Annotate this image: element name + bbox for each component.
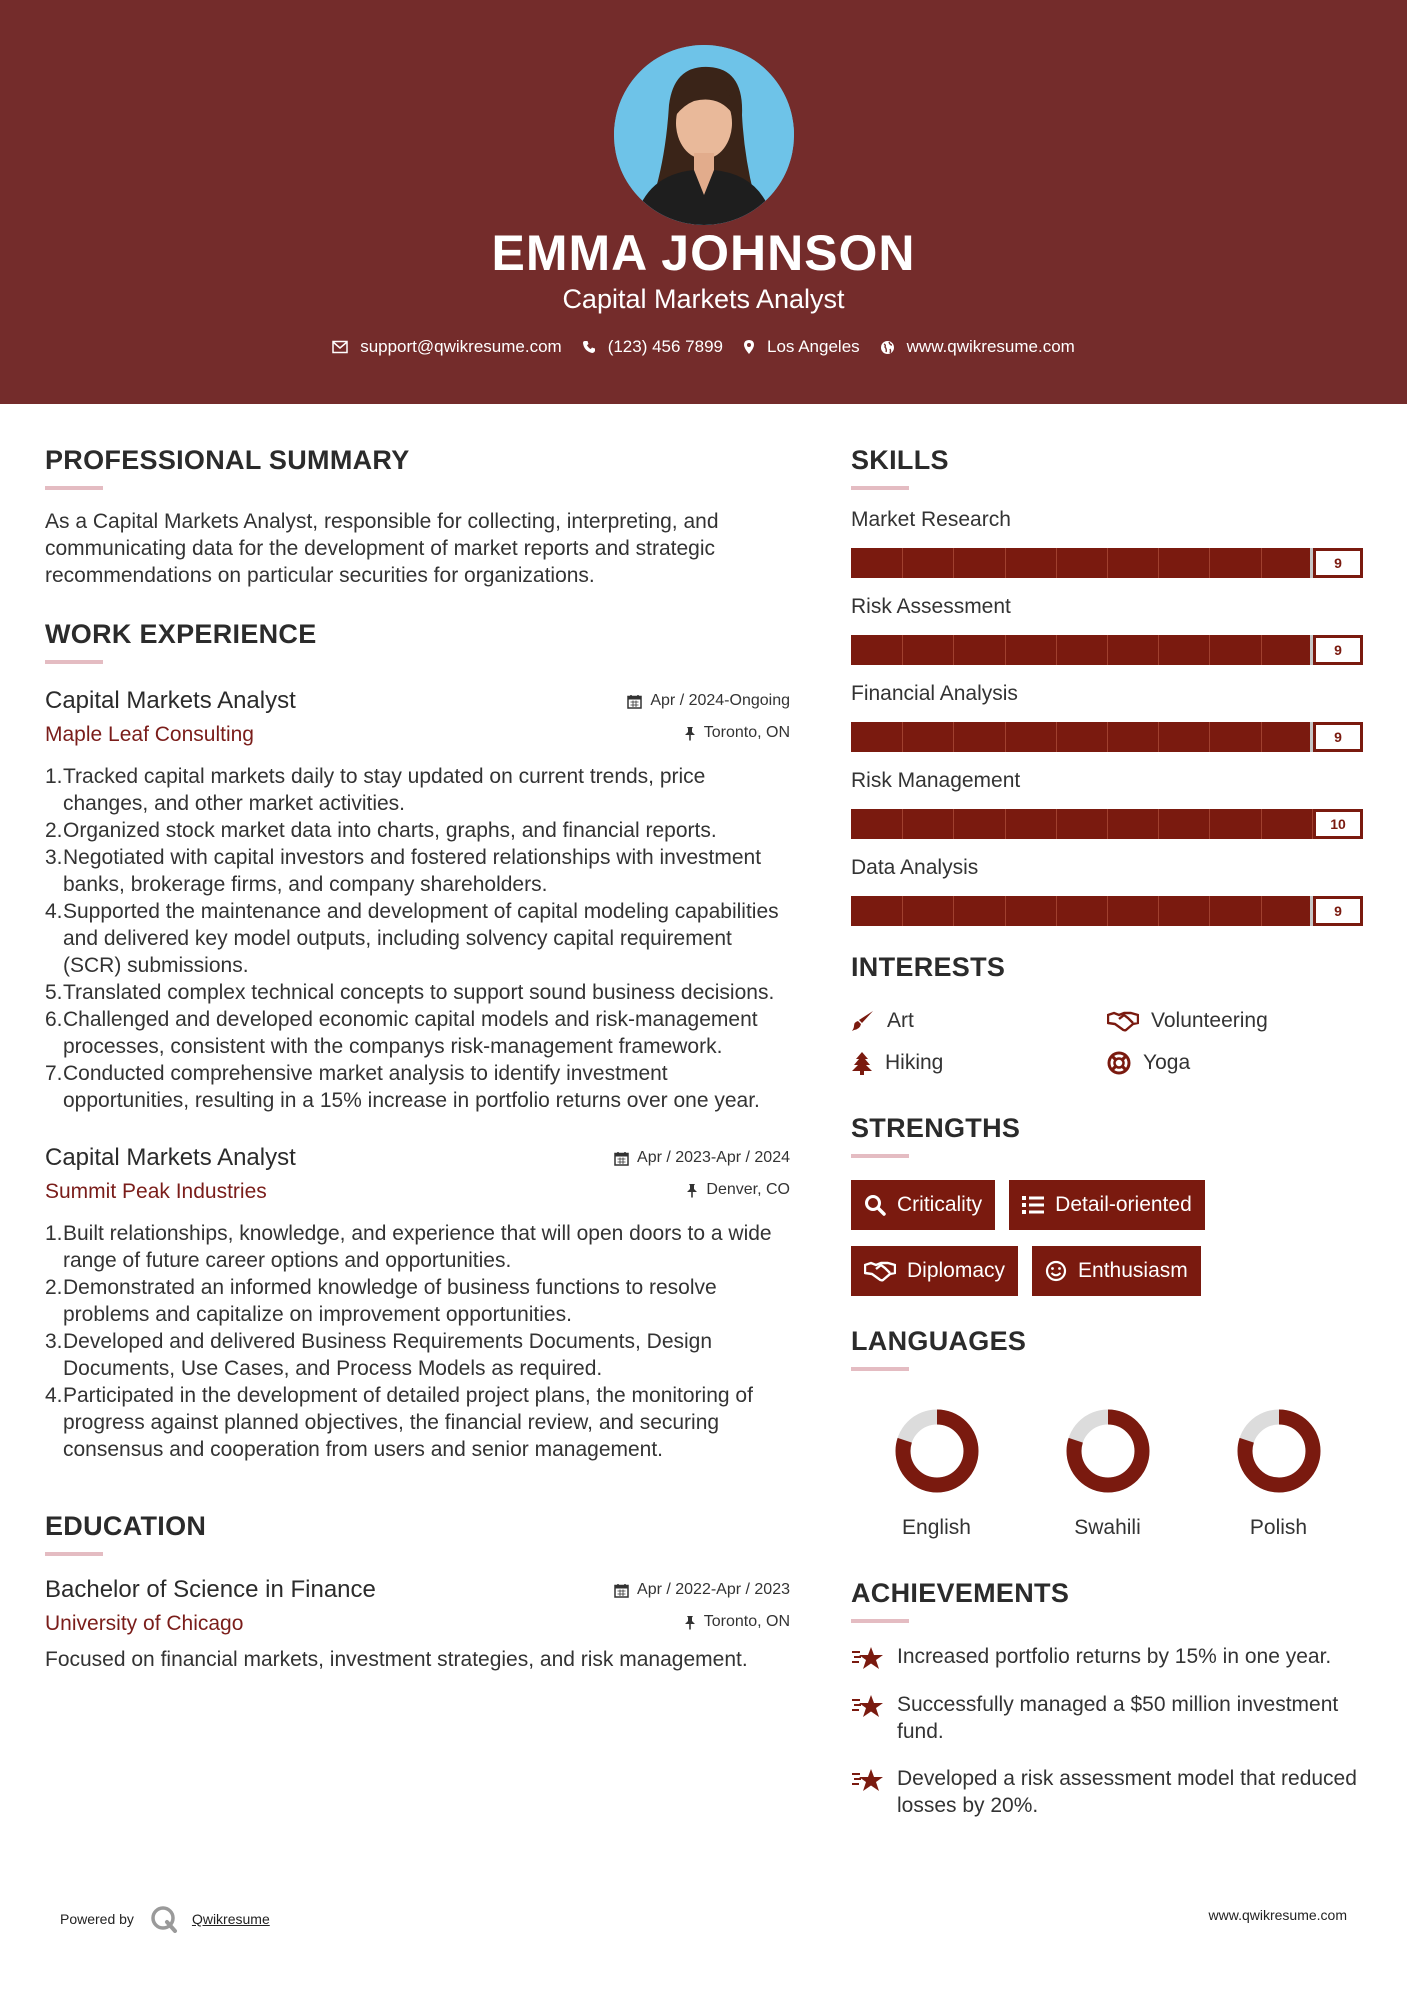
interest-item — [1107, 1051, 1363, 1075]
job-header — [45, 1144, 790, 1208]
skill-bar-divider — [1158, 635, 1159, 665]
skills-list — [851, 508, 1366, 926]
achievement-text: Successfully managed a $50 million investment fund. — [897, 1693, 1339, 1743]
interest-item — [851, 1051, 1107, 1075]
skill-bar-divider — [1158, 896, 1159, 926]
skill-bar-divider — [1261, 635, 1262, 665]
interest-item — [1107, 1009, 1363, 1033]
education-date-text: Apr / 2022-Apr / 2023 — [637, 1581, 790, 1598]
skill-name: Risk Assessment — [851, 595, 1011, 618]
powered-by — [60, 1905, 270, 1933]
website-text: www.qwikresume.com — [906, 337, 1075, 356]
map-pin-icon — [743, 339, 755, 355]
skill-score: 9 — [1313, 722, 1363, 752]
skill-bar-divider — [1107, 548, 1108, 578]
list-item: 4. Supported the maintenance and development of capital modeling capabilities and delivered key model outputs, including solvency capital requirement (SCR) submissions. — [45, 900, 779, 977]
list-item: 2. Organized stock market data into charts, graphs, and financial reports. — [45, 819, 717, 842]
section-underline — [851, 1367, 909, 1371]
experience-section — [45, 619, 790, 1463]
skill-bar-divider — [1005, 635, 1006, 665]
skill-bar-divider — [1005, 722, 1006, 752]
page-footer — [0, 1895, 1407, 1935]
language-list — [851, 1407, 1366, 1540]
calendar-icon — [614, 1151, 629, 1166]
list-item: 1. Tracked capital markets daily to stay updated on current trends, price changes, and other market activities. — [45, 765, 706, 815]
skill-bar-divider — [902, 722, 903, 752]
lifebuoy-icon — [1107, 1051, 1131, 1075]
pushpin-icon — [684, 1615, 696, 1630]
strength-chips — [851, 1180, 1366, 1312]
profile-photo — [614, 45, 794, 225]
job-entry — [45, 687, 790, 1114]
achievement-text: Increased portfolio returns by 15% in one year. — [897, 1645, 1332, 1668]
job-header — [45, 687, 790, 751]
section-underline — [45, 1552, 103, 1556]
languages-section — [851, 1326, 1366, 1540]
skills-section — [851, 445, 1366, 926]
section-underline — [851, 1619, 909, 1623]
skill-bar-fill — [851, 896, 1310, 926]
achievement-item — [851, 1765, 1366, 1819]
section-underline — [45, 486, 103, 490]
skill-bar-divider — [1056, 896, 1057, 926]
skill-bar-divider — [1005, 896, 1006, 926]
paintbrush-icon — [851, 1010, 875, 1032]
language-item — [1022, 1407, 1193, 1540]
qwikresume-logo-icon — [150, 1905, 178, 1933]
skill-bar-divider — [1209, 548, 1210, 578]
phone-text: (123) 456 7899 — [607, 337, 724, 356]
interest-label: Yoga — [1143, 1051, 1191, 1074]
education-section — [45, 1511, 790, 1673]
email-text: support@qwikresume.com — [360, 337, 562, 356]
education-title: EDUCATION — [45, 1511, 207, 1541]
strength-chip — [1032, 1246, 1201, 1296]
job-date — [614, 1149, 790, 1167]
calendar-icon — [614, 1583, 629, 1598]
strength-label: Enthusiasm — [1078, 1259, 1188, 1282]
summary-title: PROFESSIONAL SUMMARY — [45, 445, 410, 475]
strength-label: Diplomacy — [907, 1259, 1006, 1282]
language-donut — [1235, 1407, 1323, 1495]
handshake-icon — [864, 1260, 896, 1282]
skill-bar-divider — [953, 722, 954, 752]
skill-name: Market Research — [851, 508, 1011, 531]
experience-title: WORK EXPERIENCE — [45, 619, 317, 649]
skill-bar-divider — [902, 809, 903, 839]
job-title: Capital Markets Analyst — [45, 1144, 296, 1171]
skill-bar-fill — [851, 722, 1310, 752]
interests-grid — [851, 1009, 1366, 1075]
star-icon — [851, 1645, 885, 1671]
strength-chip — [851, 1180, 995, 1230]
skill-bar-divider — [953, 809, 954, 839]
qwikresume-link[interactable]: Qwikresume — [191, 1911, 270, 1927]
skill-bar-divider — [1056, 548, 1057, 578]
pushpin-icon — [684, 726, 696, 741]
calendar-icon — [627, 694, 642, 709]
language-item — [851, 1407, 1022, 1540]
tree-icon — [851, 1051, 873, 1075]
skill-bar-divider — [1261, 896, 1262, 926]
education-header — [45, 1576, 790, 1640]
education-location-text: Toronto, ON — [703, 1613, 790, 1630]
list-item: 1. Built relationships, knowledge, and experience that will open doors to a wide range of future career options and opportunities. — [45, 1222, 772, 1272]
skill-item — [851, 682, 1366, 752]
language-label: Polish — [1249, 1516, 1308, 1539]
right-column — [851, 445, 1366, 1819]
education-date — [614, 1581, 790, 1599]
achievement-item — [851, 1643, 1366, 1671]
job-company: Summit Peak Industries — [45, 1180, 267, 1203]
skill-bar-divider — [1005, 548, 1006, 578]
interest-item — [851, 1009, 1107, 1033]
skill-bar-divider — [1209, 722, 1210, 752]
location-text: Los Angeles — [767, 337, 860, 356]
interests-section — [851, 952, 1366, 1075]
skill-bar-divider — [1261, 548, 1262, 578]
skill-bar-divider — [953, 896, 954, 926]
person-photo-icon — [614, 45, 794, 225]
summary-text: As a Capital Markets Analyst, responsible for collecting, interpreting, and communicating data for the development of market reports and strategic recommendations on particular securities for organizations. — [45, 510, 719, 587]
skill-bar-divider — [1107, 635, 1108, 665]
interest-label: Hiking — [885, 1051, 944, 1074]
strength-chip — [851, 1246, 1018, 1296]
job-location — [684, 724, 790, 742]
skill-score: 9 — [1313, 896, 1363, 926]
skill-bar — [851, 809, 1363, 839]
job-bullets — [45, 1220, 790, 1463]
strength-label: Detail-oriented — [1055, 1193, 1192, 1216]
achievement-text: Developed a risk assessment model that reduced losses by 20%. — [897, 1767, 1357, 1817]
smile-icon — [1045, 1260, 1067, 1282]
candidate-role: Capital Markets Analyst — [562, 284, 845, 314]
skill-bar-divider — [953, 635, 954, 665]
skill-bar-divider — [1209, 896, 1210, 926]
skill-bar-divider — [1056, 809, 1057, 839]
skill-bar-divider — [1209, 809, 1210, 839]
skill-bar-divider — [902, 896, 903, 926]
list-icon — [1022, 1195, 1044, 1215]
list-item: 3. Negotiated with capital investors and fostered relationships with investment banks, brokerage firms, and company shareholders. — [45, 846, 762, 896]
skill-bar-divider — [1107, 809, 1108, 839]
candidate-name: EMMA JOHNSON — [491, 225, 916, 281]
contact-email[interactable] — [332, 337, 562, 357]
contact-website[interactable] — [880, 337, 1075, 357]
job-entry — [45, 1144, 790, 1463]
list-item: 3. Developed and delivered Business Requirements Documents, Design Documents, Use Cases, and Process Models as required. — [45, 1330, 713, 1380]
skill-name: Risk Management — [851, 769, 1021, 792]
skill-score: 9 — [1313, 635, 1363, 665]
skill-item — [851, 595, 1366, 665]
skill-bar-divider — [902, 635, 903, 665]
globe-icon — [880, 340, 895, 355]
strengths-section — [851, 1113, 1366, 1312]
skill-bar-divider — [1158, 722, 1159, 752]
skill-bar — [851, 896, 1363, 926]
skill-bar-divider — [1056, 635, 1057, 665]
phone-icon — [582, 340, 596, 354]
job-title: Capital Markets Analyst — [45, 687, 296, 714]
list-item: 6. Challenged and developed economic capital models and risk-management processes, consistent with the companys risk-management framework. — [45, 1008, 758, 1058]
skill-bar-fill — [851, 548, 1310, 578]
achievement-item — [851, 1691, 1366, 1745]
skill-bar-fill — [851, 635, 1310, 665]
list-item: 4. Participated in the development of detailed project plans, the monitoring of progress against planned objectives, the financial review, and securing consensus and cooperation from users and senior management. — [45, 1384, 753, 1461]
list-item: 2. Demonstrated an informed knowledge of business functions to resolve problems and capitalize on improvement opportunities. — [45, 1276, 717, 1326]
job-location-text: Denver, CO — [706, 1181, 790, 1198]
language-label: Swahili — [1074, 1516, 1141, 1539]
skill-bar-divider — [1056, 722, 1057, 752]
education-text: Focused on financial markets, investment strategies, and risk management. — [45, 1648, 748, 1671]
powered-by-label: Powered by — [60, 1911, 134, 1927]
skill-bar — [851, 635, 1363, 665]
skills-title: SKILLS — [851, 445, 949, 475]
interest-label: Art — [887, 1009, 914, 1032]
language-label: English — [902, 1516, 971, 1539]
skill-item — [851, 856, 1366, 926]
strengths-title: STRENGTHS — [851, 1113, 1021, 1143]
section-underline — [851, 1154, 909, 1158]
envelope-icon — [332, 340, 348, 354]
skill-item — [851, 508, 1366, 578]
job-date — [627, 692, 790, 710]
contact-location — [743, 337, 860, 357]
list-item: 7. Conducted comprehensive market analysis to identify investment opportunities, resulting in a 15% increase in portfolio returns over one year. — [45, 1062, 760, 1112]
skill-bar-divider — [1209, 635, 1210, 665]
footer-website[interactable]: www.qwikresume.com — [1208, 1907, 1347, 1923]
job-date-text: Apr / 2024-Ongoing — [650, 692, 790, 709]
resume-header — [0, 0, 1407, 404]
skill-bar-divider — [1158, 809, 1159, 839]
strength-chip — [1009, 1180, 1205, 1230]
language-donut — [1064, 1407, 1152, 1495]
list-item: 5. Translated complex technical concepts to support sound business decisions. — [45, 981, 775, 1004]
languages-title: LANGUAGES — [851, 1326, 1027, 1356]
star-icon — [851, 1767, 885, 1793]
skill-bar-divider — [953, 548, 954, 578]
skill-bar-divider — [1107, 896, 1108, 926]
skill-score: 10 — [1313, 809, 1363, 839]
skill-name: Financial Analysis — [851, 682, 1018, 705]
job-location-text: Toronto, ON — [703, 724, 790, 741]
skill-bar-divider — [1261, 722, 1262, 752]
handshake-icon — [1107, 1010, 1139, 1032]
job-bullets — [45, 763, 790, 1114]
job-date-text: Apr / 2023-Apr / 2024 — [637, 1149, 790, 1166]
skill-item — [851, 769, 1366, 839]
job-location — [686, 1181, 790, 1199]
skill-bar-divider — [1107, 722, 1108, 752]
left-column — [45, 445, 790, 1673]
skill-bar — [851, 722, 1363, 752]
star-icon — [851, 1693, 885, 1719]
strength-label: Criticality — [897, 1193, 983, 1216]
skill-bar-divider — [1005, 809, 1006, 839]
pushpin-icon — [686, 1183, 698, 1198]
interests-title: INTERESTS — [851, 952, 1006, 982]
skill-bar-divider — [902, 548, 903, 578]
section-underline — [851, 486, 909, 490]
contact-bar — [0, 337, 1407, 357]
skill-score: 9 — [1313, 548, 1363, 578]
education-location — [684, 1613, 790, 1631]
school-name: University of Chicago — [45, 1612, 244, 1635]
section-underline — [45, 660, 103, 664]
language-donut — [893, 1407, 981, 1495]
achievements-section — [851, 1578, 1366, 1819]
skill-bar-divider — [1261, 809, 1262, 839]
skill-bar — [851, 548, 1363, 578]
job-company: Maple Leaf Consulting — [45, 723, 254, 746]
contact-phone[interactable] — [582, 337, 723, 357]
interest-label: Volunteering — [1151, 1009, 1268, 1032]
skill-bar-divider — [1158, 548, 1159, 578]
summary-section — [45, 445, 790, 589]
achievements-title: ACHIEVEMENTS — [851, 1578, 1070, 1608]
skill-name: Data Analysis — [851, 856, 979, 879]
search-icon — [864, 1194, 886, 1216]
language-item — [1193, 1407, 1364, 1540]
degree-title: Bachelor of Science in Finance — [45, 1576, 376, 1603]
